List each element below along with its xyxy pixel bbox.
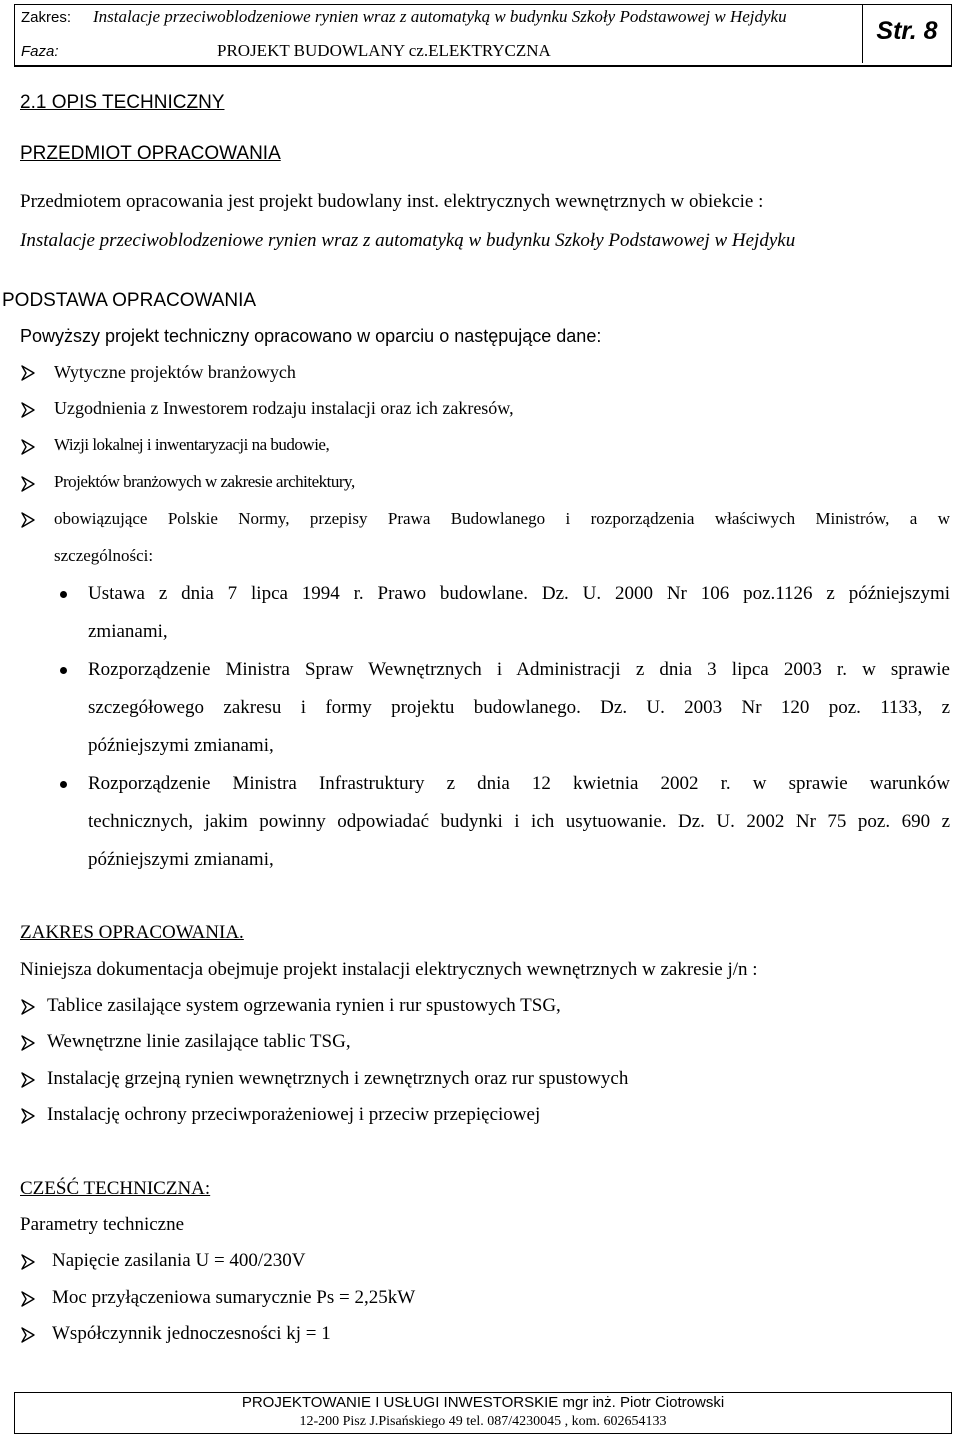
- arrowhead-bullet-icon: [21, 1291, 35, 1307]
- law-item-3-line3: późniejszymi zmianami,: [88, 849, 274, 870]
- header-zakres-row: [21, 7, 787, 27]
- arrowhead-bullet-icon: [21, 1072, 35, 1088]
- section-title: 2.1 OPIS TECHNICZNY: [20, 92, 225, 113]
- header-zakres-label: Zakres:: [21, 9, 72, 26]
- law-item-3-line2: technicznych, jakim powinny odpowiadać budynki i ich usytuowanie. Dz. U. 2002 Nr 75 poz. 690 z: [88, 811, 950, 832]
- list-item-continuation: szczególności:: [54, 546, 154, 565]
- arrowhead-bullet-icon: [21, 1108, 35, 1124]
- list-item: Uzgodnienia z Inwestorem rodzaju instalacji oraz ich zakresów,: [54, 398, 514, 418]
- list-item: Projektów branżowych w zakresie architektury,: [54, 472, 355, 491]
- list-item: Współczynnik jednoczesności kj = 1: [52, 1323, 331, 1344]
- header-zakres-value: Instalacje przeciwoblodzeniowe rynien wraz z automatyką w budynku Szkoły Podstawowej w Hejdyku: [93, 7, 787, 26]
- arrowhead-bullet-icon: [21, 365, 35, 381]
- law-item-2-line2: szczegółowego zakresu i formy projektu budowlanego. Dz. U. 2003 Nr 120 poz. 1133, z: [88, 697, 950, 718]
- law-item-1: Ustawa z dnia 7 lipca 1994 r. Prawo budowlane. Dz. U. 2000 Nr 106 poz.1126 z późniejszymi: [88, 583, 950, 604]
- przedmiot-heading: PRZEDMIOT OPRACOWANIA: [20, 143, 281, 164]
- arrowhead-bullet-icon: [21, 439, 35, 455]
- header-faza-row: [21, 41, 551, 61]
- list-item: Moc przyłączeniowa sumarycznie Ps = 2,25kW: [52, 1287, 416, 1308]
- list-item: Instalację grzejną rynien wewnętrznych i zewnętrznych oraz rur spustowych: [47, 1068, 629, 1089]
- arrowhead-bullet-icon: [21, 512, 35, 528]
- list-item: obowiązujące Polskie Normy, przepisy Prawa Budowlanego i rozporządzenia właściwych Ministrów, a w: [54, 509, 950, 528]
- list-item: Instalację ochrony przeciwporażeniowej i przeciw przepięciowej: [47, 1104, 541, 1125]
- arrowhead-bullet-icon: [21, 1327, 35, 1343]
- arrowhead-bullet-icon: [21, 476, 35, 492]
- list-item: Wewnętrzne linie zasilające tablic TSG,: [47, 1031, 351, 1052]
- dot-bullet-icon: [60, 667, 67, 674]
- podstawa-heading: PODSTAWA OPRACOWANIA: [2, 290, 257, 311]
- przedmiot-line2: Instalacje przeciwoblodzeniowe rynien wraz z automatyką w budynku Szkoły Podstawowej w Hejdyku: [20, 230, 796, 251]
- list-item: Wytyczne projektów branżowych: [54, 362, 296, 382]
- law-item-3: Rozporządzenie Ministra Infrastruktury z dnia 12 kwietnia 2002 r. w sprawie warunków: [88, 773, 950, 794]
- page-header: [14, 4, 952, 67]
- podstawa-intro: Powyższy projekt techniczny opracowano w oparciu o następujące dane:: [20, 326, 602, 346]
- arrowhead-bullet-icon: [21, 999, 35, 1015]
- czesc-heading: CZEŚĆ TECHNICZNA:: [20, 1178, 211, 1199]
- footer-address: 12-200 Pisz J.Pisańskiego 49 tel. 087/4230045 , kom. 602654133: [299, 1414, 667, 1429]
- page-number: Str. 8: [862, 5, 951, 63]
- law-item-2-line3: późniejszymi zmianami,: [88, 735, 274, 756]
- law-item-2: Rozporządzenie Ministra Spraw Wewnętrznych i Administracji z dnia 3 lipca 2003 r. w sprawie: [88, 659, 950, 680]
- header-faza-label: Faza:: [21, 43, 59, 60]
- arrowhead-bullet-icon: [21, 402, 35, 418]
- arrowhead-bullet-icon: [21, 1035, 35, 1051]
- footer-company: PROJEKTOWANIE I USŁUGI INWESTORSKIE mgr inż. Piotr Ciotrowski: [241, 1394, 725, 1411]
- dot-bullet-icon: [60, 591, 67, 598]
- zakres-heading: ZAKRES OPRACOWANIA.: [20, 922, 244, 943]
- header-faza-value: PROJEKT BUDOWLANY cz.ELEKTRYCZNA: [217, 41, 551, 60]
- list-item: Napięcie zasilania U = 400/230V: [52, 1250, 306, 1271]
- page-footer: [14, 1392, 952, 1434]
- przedmiot-line1: Przedmiotem opracowania jest projekt budowlany inst. elektrycznych wewnętrznych w obiekcie :: [20, 191, 764, 212]
- list-item: Wizji lokalnej i inwentaryzacji na budowie,: [54, 435, 330, 454]
- czesc-subheading: Parametry techniczne: [20, 1214, 185, 1235]
- zakres-intro: Niniejsza dokumentacja obejmuje projekt instalacji elektrycznych wewnętrznych w zakresie j/n :: [20, 959, 758, 980]
- law-item-1-line2: zmianami,: [88, 621, 168, 642]
- arrowhead-bullet-icon: [21, 1254, 35, 1270]
- list-item: Tablice zasilające system ogrzewania rynien i rur spustowych TSG,: [47, 995, 561, 1016]
- dot-bullet-icon: [60, 781, 67, 788]
